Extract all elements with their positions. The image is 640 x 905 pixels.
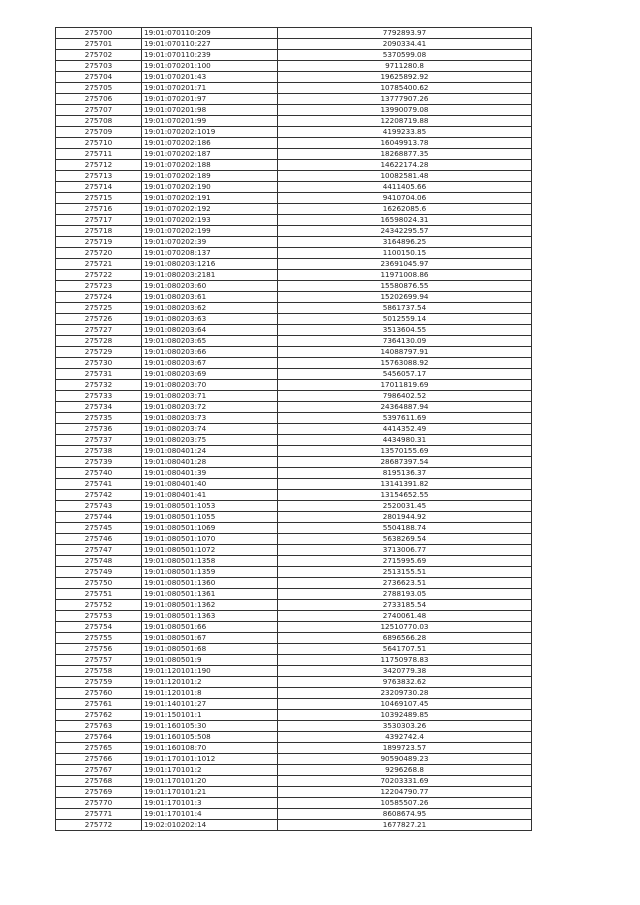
table-row: [56, 380, 532, 391]
table-row: [56, 336, 532, 347]
table-row: [56, 512, 532, 523]
amount-cell: 7364130.09: [278, 336, 532, 347]
amount-cell: 5012559.14: [278, 314, 532, 325]
cadastral-number-cell: 19:01:120101:190: [142, 666, 278, 677]
amount-cell: 8608674.95: [278, 809, 532, 820]
cadastral-number-cell: 19:01:160105:508: [142, 732, 278, 743]
row-number-cell: 275727: [56, 325, 142, 336]
row-number-cell: 275723: [56, 281, 142, 292]
amount-cell: 1677827.21: [278, 820, 532, 831]
amount-cell: 4434980.31: [278, 435, 532, 446]
row-number-cell: 275741: [56, 479, 142, 490]
table-row: [56, 820, 532, 831]
row-number-cell: 275755: [56, 633, 142, 644]
cadastral-number-cell: 19:01:080203:70: [142, 380, 278, 391]
table-row: [56, 171, 532, 182]
cadastral-number-cell: 19:01:070202:188: [142, 160, 278, 171]
row-number-cell: 275725: [56, 303, 142, 314]
amount-cell: 3713006.77: [278, 545, 532, 556]
amount-cell: 11971008.86: [278, 270, 532, 281]
amount-cell: 3530303.26: [278, 721, 532, 732]
table-row: [56, 160, 532, 171]
cadastral-number-cell: 19:01:140101:27: [142, 699, 278, 710]
row-number-cell: 275750: [56, 578, 142, 589]
cadastral-number-cell: 19:01:080501:68: [142, 644, 278, 655]
table-row: [56, 303, 532, 314]
amount-cell: 4199233.85: [278, 127, 532, 138]
row-number-cell: 275715: [56, 193, 142, 204]
row-number-cell: 275769: [56, 787, 142, 798]
amount-cell: 13570155.69: [278, 446, 532, 457]
row-number-cell: 275711: [56, 149, 142, 160]
cadastral-number-cell: 19:01:070202:193: [142, 215, 278, 226]
row-number-cell: 275721: [56, 259, 142, 270]
table-row: [56, 182, 532, 193]
cadastral-number-cell: 19:01:080501:1363: [142, 611, 278, 622]
row-number-cell: 275704: [56, 72, 142, 83]
row-number-cell: 275771: [56, 809, 142, 820]
cadastral-number-cell: 19:01:080203:67: [142, 358, 278, 369]
cadastral-number-cell: 19:01:080203:60: [142, 281, 278, 292]
row-number-cell: 275730: [56, 358, 142, 369]
amount-cell: 10469107.45: [278, 699, 532, 710]
row-number-cell: 275700: [56, 28, 142, 39]
table-row: [56, 523, 532, 534]
table-row: [56, 776, 532, 787]
cadastral-number-cell: 19:01:080501:1361: [142, 589, 278, 600]
amount-cell: 17011819.69: [278, 380, 532, 391]
table-row: [56, 534, 532, 545]
amount-cell: 5504188.74: [278, 523, 532, 534]
amount-cell: 5397611.69: [278, 413, 532, 424]
table-row: [56, 248, 532, 259]
cadastral-number-cell: 19:01:080401:41: [142, 490, 278, 501]
cadastral-number-cell: 19:01:070110:239: [142, 50, 278, 61]
amount-cell: 8195136.37: [278, 468, 532, 479]
amount-cell: 13154652.55: [278, 490, 532, 501]
amount-cell: 12208719.88: [278, 116, 532, 127]
table-row: [56, 226, 532, 237]
amount-cell: 13990079.08: [278, 105, 532, 116]
cadastral-number-cell: 19:01:080501:1360: [142, 578, 278, 589]
table-row: [56, 457, 532, 468]
amount-cell: 23691045.97: [278, 259, 532, 270]
row-number-cell: 275768: [56, 776, 142, 787]
row-number-cell: 275749: [56, 567, 142, 578]
cadastral-number-cell: 19:01:080501:1053: [142, 501, 278, 512]
amount-cell: 2513155.51: [278, 567, 532, 578]
cadastral-number-cell: 19:01:070202:39: [142, 237, 278, 248]
table-row: [56, 402, 532, 413]
amount-cell: 2090334.41: [278, 39, 532, 50]
table-row: [56, 699, 532, 710]
row-number-cell: 275763: [56, 721, 142, 732]
cadastral-number-cell: 19:01:170101:20: [142, 776, 278, 787]
row-number-cell: 275760: [56, 688, 142, 699]
amount-cell: 24364887.94: [278, 402, 532, 413]
row-number-cell: 275729: [56, 347, 142, 358]
table-row: [56, 490, 532, 501]
table-row: [56, 688, 532, 699]
table-row: [56, 798, 532, 809]
amount-cell: 6896566.28: [278, 633, 532, 644]
row-number-cell: 275747: [56, 545, 142, 556]
cadastral-number-cell: 19:01:080203:61: [142, 292, 278, 303]
amount-cell: 5861737.54: [278, 303, 532, 314]
cadastral-number-cell: 19:01:080203:1216: [142, 259, 278, 270]
row-number-cell: 275764: [56, 732, 142, 743]
amount-cell: 10785400.62: [278, 83, 532, 94]
cadastral-number-cell: 19:01:070202:1019: [142, 127, 278, 138]
cadastral-number-cell: 19:01:070201:99: [142, 116, 278, 127]
amount-cell: 9296268.8: [278, 765, 532, 776]
amount-cell: 5370599.08: [278, 50, 532, 61]
row-number-cell: 275739: [56, 457, 142, 468]
row-number-cell: 275753: [56, 611, 142, 622]
amount-cell: 28687397.54: [278, 457, 532, 468]
table-row: [56, 413, 532, 424]
row-number-cell: 275757: [56, 655, 142, 666]
amount-cell: 23209730.28: [278, 688, 532, 699]
table-row: [56, 270, 532, 281]
table-row: [56, 39, 532, 50]
cadastral-number-cell: 19:01:070201:43: [142, 72, 278, 83]
cadastral-number-cell: 19:01:080501:1362: [142, 600, 278, 611]
row-number-cell: 275738: [56, 446, 142, 457]
cadastral-number-cell: 19:01:080401:39: [142, 468, 278, 479]
cadastral-number-cell: 19:01:080501:66: [142, 622, 278, 633]
amount-cell: 24342295.57: [278, 226, 532, 237]
cadastral-number-cell: 19:01:170101:2: [142, 765, 278, 776]
amount-cell: 9410704.06: [278, 193, 532, 204]
amount-cell: 16262085.6: [278, 204, 532, 215]
cadastral-number-cell: 19:01:080401:40: [142, 479, 278, 490]
cadastral-number-cell: 19:01:080401:24: [142, 446, 278, 457]
row-number-cell: 275712: [56, 160, 142, 171]
row-number-cell: 275736: [56, 424, 142, 435]
row-number-cell: 275718: [56, 226, 142, 237]
table-row: [56, 611, 532, 622]
cadastral-number-cell: 19:01:080203:74: [142, 424, 278, 435]
table-row: [56, 391, 532, 402]
row-number-cell: 275714: [56, 182, 142, 193]
amount-cell: 9763832.62: [278, 677, 532, 688]
amount-cell: 2736623.51: [278, 578, 532, 589]
table-row: [56, 666, 532, 677]
amount-cell: 5638269.54: [278, 534, 532, 545]
amount-cell: 19625892.92: [278, 72, 532, 83]
cadastral-number-cell: 19:01:070202:191: [142, 193, 278, 204]
cadastral-number-cell: 19:01:080203:66: [142, 347, 278, 358]
table-row: [56, 259, 532, 270]
table-row: [56, 721, 532, 732]
data-table: [55, 27, 532, 831]
amount-cell: 2715995.69: [278, 556, 532, 567]
table-row: [56, 446, 532, 457]
table-row: [56, 83, 532, 94]
amount-cell: 2788193.05: [278, 589, 532, 600]
amount-cell: 12204790.77: [278, 787, 532, 798]
table-body: [56, 28, 532, 831]
cadastral-number-cell: 19:01:080501:67: [142, 633, 278, 644]
table-row: [56, 72, 532, 83]
cadastral-number-cell: 19:01:080501:1072: [142, 545, 278, 556]
cadastral-number-cell: 19:01:080501:9: [142, 655, 278, 666]
amount-cell: 2740061.48: [278, 611, 532, 622]
amount-cell: 1899723.57: [278, 743, 532, 754]
row-number-cell: 275762: [56, 710, 142, 721]
row-number-cell: 275740: [56, 468, 142, 479]
row-number-cell: 275734: [56, 402, 142, 413]
table-row: [56, 28, 532, 39]
cadastral-number-cell: 19:01:080501:1055: [142, 512, 278, 523]
table-row: [56, 292, 532, 303]
table-row: [56, 424, 532, 435]
table-row: [56, 369, 532, 380]
row-number-cell: 275706: [56, 94, 142, 105]
row-number-cell: 275759: [56, 677, 142, 688]
row-number-cell: 275702: [56, 50, 142, 61]
table-row: [56, 556, 532, 567]
cadastral-number-cell: 19:01:070201:100: [142, 61, 278, 72]
row-number-cell: 275728: [56, 336, 142, 347]
table-row: [56, 325, 532, 336]
amount-cell: 13141391.82: [278, 479, 532, 490]
table-row: [56, 501, 532, 512]
row-number-cell: 275746: [56, 534, 142, 545]
row-number-cell: 275716: [56, 204, 142, 215]
amount-cell: 14088797.91: [278, 347, 532, 358]
cadastral-number-cell: 19:01:150101:1: [142, 710, 278, 721]
cadastral-number-cell: 19:01:080501:1070: [142, 534, 278, 545]
table-row: [56, 127, 532, 138]
amount-cell: 4392742.4: [278, 732, 532, 743]
row-number-cell: 275770: [56, 798, 142, 809]
cadastral-number-cell: 19:01:070202:189: [142, 171, 278, 182]
amount-cell: 7792893.97: [278, 28, 532, 39]
amount-cell: 10082581.48: [278, 171, 532, 182]
cadastral-number-cell: 19:01:080501:1358: [142, 556, 278, 567]
row-number-cell: 275742: [56, 490, 142, 501]
table-row: [56, 677, 532, 688]
amount-cell: 15202699.94: [278, 292, 532, 303]
cadastral-number-cell: 19:01:080203:71: [142, 391, 278, 402]
amount-cell: 10392489.85: [278, 710, 532, 721]
row-number-cell: 275772: [56, 820, 142, 831]
cadastral-number-cell: 19:01:170101:4: [142, 809, 278, 820]
table-row: [56, 435, 532, 446]
cadastral-number-cell: 19:01:170101:21: [142, 787, 278, 798]
cadastral-number-cell: 19:01:070201:98: [142, 105, 278, 116]
table-row: [56, 358, 532, 369]
row-number-cell: 275756: [56, 644, 142, 655]
amount-cell: 3513604.55: [278, 325, 532, 336]
table-row: [56, 468, 532, 479]
amount-cell: 5456057.17: [278, 369, 532, 380]
amount-cell: 11750978.83: [278, 655, 532, 666]
row-number-cell: 275752: [56, 600, 142, 611]
cadastral-number-cell: 19:01:070201:71: [142, 83, 278, 94]
amount-cell: 15580876.55: [278, 281, 532, 292]
cadastral-number-cell: 19:01:070208:137: [142, 248, 278, 259]
table-row: [56, 61, 532, 72]
amount-cell: 1100150.15: [278, 248, 532, 259]
amount-cell: 15763088.92: [278, 358, 532, 369]
row-number-cell: 275733: [56, 391, 142, 402]
row-number-cell: 275765: [56, 743, 142, 754]
table-row: [56, 215, 532, 226]
table-row: [56, 281, 532, 292]
amount-cell: 2733185.54: [278, 600, 532, 611]
cadastral-number-cell: 19:02:010202:14: [142, 820, 278, 831]
table-row: [56, 732, 532, 743]
row-number-cell: 275717: [56, 215, 142, 226]
row-number-cell: 275713: [56, 171, 142, 182]
table-row: [56, 347, 532, 358]
cadastral-number-cell: 19:01:080203:2181: [142, 270, 278, 281]
cadastral-number-cell: 19:01:070201:97: [142, 94, 278, 105]
table-row: [56, 149, 532, 160]
row-number-cell: 275732: [56, 380, 142, 391]
amount-cell: 5641707.51: [278, 644, 532, 655]
amount-cell: 7986402.52: [278, 391, 532, 402]
amount-cell: 9711280.8: [278, 61, 532, 72]
table-row: [56, 545, 532, 556]
table-row: [56, 633, 532, 644]
amount-cell: 4414352.49: [278, 424, 532, 435]
table-row: [56, 600, 532, 611]
table-row: [56, 710, 532, 721]
table-row: [56, 743, 532, 754]
row-number-cell: 275735: [56, 413, 142, 424]
cadastral-number-cell: 19:01:070202:199: [142, 226, 278, 237]
amount-cell: 16598024.31: [278, 215, 532, 226]
cadastral-number-cell: 19:01:080401:28: [142, 457, 278, 468]
row-number-cell: 275766: [56, 754, 142, 765]
amount-cell: 4411405.66: [278, 182, 532, 193]
row-number-cell: 275705: [56, 83, 142, 94]
amount-cell: 14622174.28: [278, 160, 532, 171]
table-row: [56, 644, 532, 655]
amount-cell: 2520031.45: [278, 501, 532, 512]
row-number-cell: 275722: [56, 270, 142, 281]
table-row: [56, 193, 532, 204]
amount-cell: 13777907.26: [278, 94, 532, 105]
amount-cell: 3420779.38: [278, 666, 532, 677]
table-row: [56, 622, 532, 633]
cadastral-number-cell: 19:01:080203:65: [142, 336, 278, 347]
row-number-cell: 275745: [56, 523, 142, 534]
row-number-cell: 275708: [56, 116, 142, 127]
cadastral-number-cell: 19:01:080203:63: [142, 314, 278, 325]
table-row: [56, 237, 532, 248]
row-number-cell: 275726: [56, 314, 142, 325]
table-row: [56, 589, 532, 600]
cadastral-number-cell: 19:01:070110:209: [142, 28, 278, 39]
amount-cell: 90590489.23: [278, 754, 532, 765]
cadastral-number-cell: 19:01:170101:3: [142, 798, 278, 809]
row-number-cell: 275751: [56, 589, 142, 600]
table-row: [56, 204, 532, 215]
row-number-cell: 275744: [56, 512, 142, 523]
row-number-cell: 275767: [56, 765, 142, 776]
cadastral-number-cell: 19:01:160108:70: [142, 743, 278, 754]
cadastral-number-cell: 19:01:080203:75: [142, 435, 278, 446]
amount-cell: 3164896.25: [278, 237, 532, 248]
amount-cell: 16049913.78: [278, 138, 532, 149]
table-row: [56, 809, 532, 820]
table-row: [56, 314, 532, 325]
cadastral-number-cell: 19:01:080203:64: [142, 325, 278, 336]
table-row: [56, 765, 532, 776]
row-number-cell: 275754: [56, 622, 142, 633]
row-number-cell: 275703: [56, 61, 142, 72]
row-number-cell: 275707: [56, 105, 142, 116]
amount-cell: 2801944.92: [278, 512, 532, 523]
cadastral-number-cell: 19:01:080501:1359: [142, 567, 278, 578]
amount-cell: 12510770.03: [278, 622, 532, 633]
cadastral-number-cell: 19:01:170101:1012: [142, 754, 278, 765]
row-number-cell: 275737: [56, 435, 142, 446]
amount-cell: 70203331.69: [278, 776, 532, 787]
cadastral-number-cell: 19:01:080203:73: [142, 413, 278, 424]
amount-cell: 10585507.26: [278, 798, 532, 809]
row-number-cell: 275709: [56, 127, 142, 138]
table-row: [56, 94, 532, 105]
row-number-cell: 275710: [56, 138, 142, 149]
cadastral-number-cell: 19:01:070202:190: [142, 182, 278, 193]
table-row: [56, 567, 532, 578]
table-row: [56, 655, 532, 666]
cadastral-number-cell: 19:01:080501:1069: [142, 523, 278, 534]
cadastral-number-cell: 19:01:080203:69: [142, 369, 278, 380]
table-row: [56, 105, 532, 116]
table-row: [56, 479, 532, 490]
cadastral-number-cell: 19:01:080203:62: [142, 303, 278, 314]
row-number-cell: 275748: [56, 556, 142, 567]
cadastral-number-cell: 19:01:080203:72: [142, 402, 278, 413]
cadastral-number-cell: 19:01:070202:187: [142, 149, 278, 160]
row-number-cell: 275724: [56, 292, 142, 303]
cadastral-number-cell: 19:01:070202:186: [142, 138, 278, 149]
row-number-cell: 275761: [56, 699, 142, 710]
cadastral-number-cell: 19:01:120101:8: [142, 688, 278, 699]
row-number-cell: 275758: [56, 666, 142, 677]
table-row: [56, 116, 532, 127]
cadastral-number-cell: 19:01:070110:227: [142, 39, 278, 50]
table-row: [56, 754, 532, 765]
row-number-cell: 275743: [56, 501, 142, 512]
row-number-cell: 275720: [56, 248, 142, 259]
cadastral-number-cell: 19:01:120101:2: [142, 677, 278, 688]
cadastral-number-cell: 19:01:160105:30: [142, 721, 278, 732]
row-number-cell: 275701: [56, 39, 142, 50]
table-row: [56, 50, 532, 61]
amount-cell: 18268877.35: [278, 149, 532, 160]
table-row: [56, 578, 532, 589]
table-row: [56, 787, 532, 798]
cadastral-number-cell: 19:01:070202:192: [142, 204, 278, 215]
row-number-cell: 275719: [56, 237, 142, 248]
row-number-cell: 275731: [56, 369, 142, 380]
table-row: [56, 138, 532, 149]
